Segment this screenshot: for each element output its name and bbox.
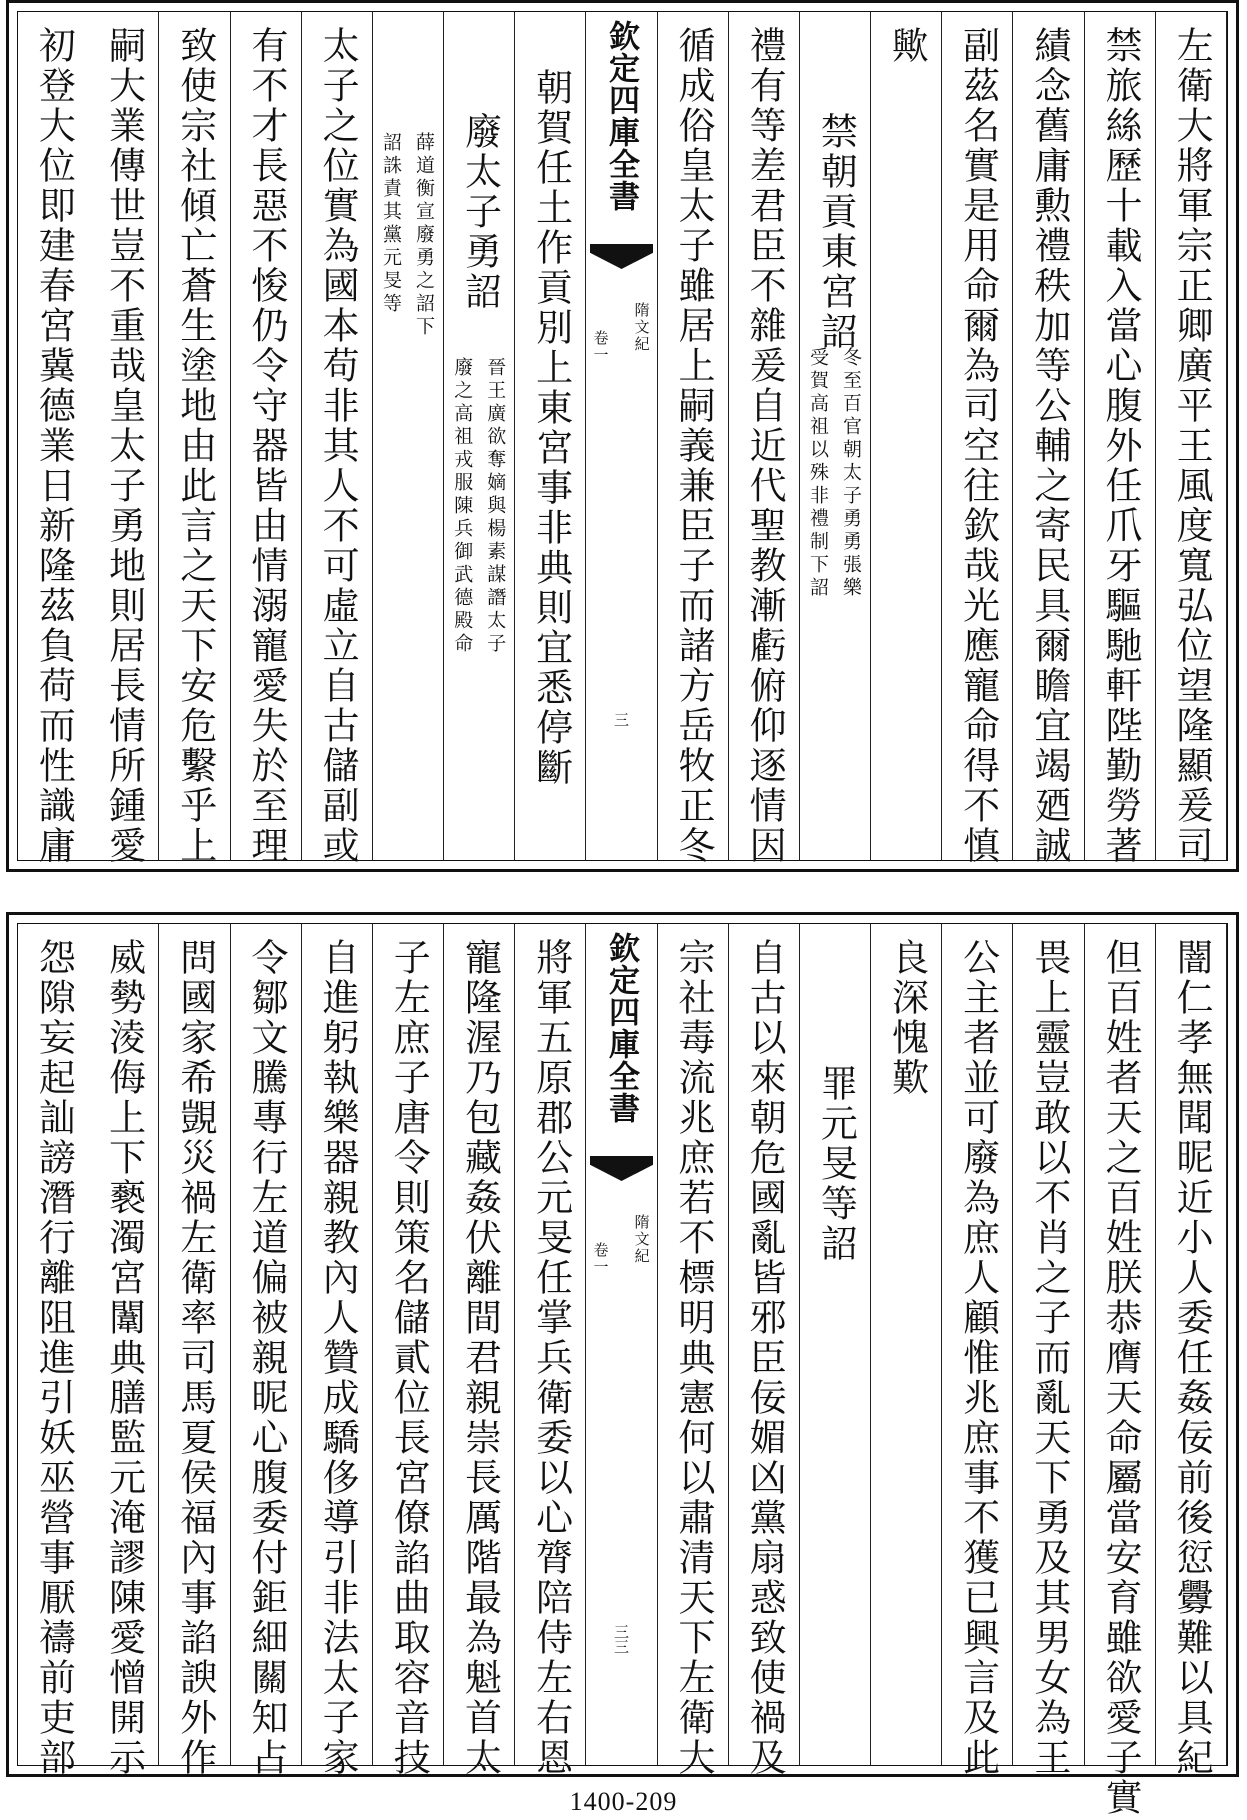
- text-line: 副茲名實是用命爾為司空往欽哉光應寵命得不慎: [956, 26, 1000, 866]
- text-line: 有不才長惡不悛仍令守器皆由情溺寵愛失於至理: [244, 26, 288, 866]
- section-name: 隋文紀: [632, 302, 651, 353]
- text-column: [302, 924, 373, 1778]
- text-column: [231, 924, 302, 1778]
- text-column: [871, 924, 942, 1765]
- edict-title: 罪元旻等詔: [814, 1064, 858, 1264]
- text-line: 禁旅絲歷十載入當心腹外任爪牙驅馳軒陛勤勞著: [1099, 26, 1143, 866]
- text-column: [231, 12, 302, 866]
- volume-label: 卷一: [591, 330, 610, 364]
- folio-number: 三三: [612, 1624, 631, 1654]
- text-column: [515, 12, 586, 860]
- fishtail-bar: [590, 244, 652, 253]
- page-number: 1400-209: [569, 1787, 678, 1816]
- book-title: 欽定四庫全書: [603, 932, 640, 1124]
- text-line: 績念舊庸勲禮秩加等公輔之寄民具爾瞻宜竭廼誠: [1027, 26, 1071, 866]
- text-line: 自古以來朝危國亂皆邪臣佞媚凶黨扇惑致使禍及: [743, 938, 787, 1778]
- text-column: [942, 924, 1013, 1778]
- text-line: 但百姓者天之百姓朕恭膺天命屬當安育雖欲愛子實: [1099, 938, 1143, 1818]
- fishtail-wing: [590, 253, 652, 269]
- text-line: 將軍五原郡公元旻任掌兵衛委以心膂陪侍左右恩: [529, 938, 573, 1778]
- text-column: [444, 924, 515, 1778]
- text-column: [302, 12, 373, 866]
- annotation-line: 受賀高祖以殊非禮制下詔: [807, 347, 830, 600]
- edict-title: 禁朝貢東宮詔: [814, 112, 858, 352]
- text-line: 太子之位實為國本苟非其人不可虛立自古儲副或: [316, 26, 360, 866]
- text-column: [18, 924, 88, 1778]
- text-line: 禮有等差君臣不雜爰自近代聖教漸虧俯仰逐情因: [743, 26, 787, 866]
- text-line: 朝賀任土作貢別上東宮事非典則宜悉停斷: [529, 68, 573, 788]
- text-column: [1156, 924, 1227, 1778]
- text-line: 問國家希覬災禍左衛率司馬夏侯福內事諂諛外作: [173, 938, 217, 1778]
- annotation-line: 廢之高祖戎服陳兵御武德殿命: [451, 357, 474, 656]
- text-line: 令鄒文騰專行左道偏被親昵心腹委付鉅細關知占: [244, 938, 288, 1778]
- text-line: 良深愧歎: [885, 938, 929, 1098]
- fishtail-mark: [590, 1156, 652, 1182]
- text-line: 宗社毒流兆庶若不標明典憲何以肅清天下左衛大: [671, 938, 715, 1778]
- annotation-line: 詔誅責其黨元旻等: [380, 132, 403, 316]
- text-column: [800, 924, 871, 1765]
- text-column: [871, 12, 942, 860]
- text-line: 公主者並可廢為庶人顧惟兆庶事不獲已興言及此: [956, 938, 1000, 1778]
- text-column: [1085, 12, 1156, 866]
- text-column: [942, 12, 1013, 866]
- volume-label: 卷一: [591, 1242, 610, 1276]
- text-column: [18, 12, 88, 866]
- section-name: 隋文紀: [632, 1214, 651, 1265]
- text-column: [373, 924, 444, 1778]
- text-column: [658, 924, 729, 1778]
- text-column: [1085, 924, 1156, 1818]
- text-line: 闇仁孝無聞昵近小人委任姦佞前後愆釁難以具紀: [1170, 938, 1214, 1778]
- page-top: [6, 0, 1239, 872]
- text-line: 致使宗社傾亡蒼生塗地由此言之天下安危繫乎上: [173, 26, 217, 866]
- text-column: [88, 12, 159, 866]
- annotation: [805, 347, 865, 600]
- text-line: 自進躬執樂器親教內人贊成驕侈導引非法太子家: [316, 938, 360, 1778]
- center-fold: [586, 12, 657, 860]
- text-line: 嗣大業傳世豈不重哉皇太子勇地則居長情所鍾愛: [102, 26, 146, 866]
- text-line: 怨隙妄起訕謗潛行離阻進引妖巫營事厭禱前吏部: [32, 938, 76, 1778]
- text-column: [88, 924, 159, 1778]
- text-column: [1156, 12, 1227, 866]
- fishtail-mark: [590, 244, 652, 270]
- center-fold: [586, 924, 657, 1765]
- text-column: [1013, 12, 1084, 866]
- annotation-line: 晉王廣欲奪嫡與楊素謀譖太子: [484, 357, 507, 656]
- text-column: [729, 12, 800, 866]
- annotation: [449, 357, 509, 656]
- book-title: 欽定四庫全書: [603, 20, 640, 212]
- text-column: [800, 12, 871, 860]
- text-line: 寵隆渥乃包藏姦伏離間君親崇長厲階最為魁首太: [458, 938, 502, 1778]
- text-line: 畏上靈豈敢以不肖之子而亂天下勇及其男女為王: [1027, 938, 1071, 1778]
- text-line: 左衛大將軍宗正卿廣平王風度寬弘位望隆顯爰司: [1170, 26, 1214, 866]
- text-line: 歟: [885, 26, 929, 66]
- text-line: 威勢淩侮上下褻濁宮闈典膳監元淹謬陳愛憎開示: [102, 938, 146, 1778]
- annotation: [378, 132, 438, 339]
- annotation-line: 薛道衡宣廢勇之詔下: [413, 132, 436, 339]
- fishtail-bar: [590, 1156, 652, 1165]
- text-line: 初登大位即建春宮冀德業日新隆茲負荷而性識庸: [32, 26, 76, 866]
- text-column: [373, 12, 444, 860]
- edict-title: 廢太子勇詔: [458, 112, 502, 312]
- text-column: [444, 12, 515, 860]
- text-line: 子左庶子唐令則策名儲貳位長宮僚諂曲取容音技: [387, 938, 431, 1778]
- folio-number: 三: [612, 712, 631, 727]
- text-column: [1013, 924, 1084, 1778]
- text-column: [515, 924, 586, 1778]
- text-column: [159, 12, 230, 866]
- text-column: [159, 924, 230, 1778]
- text-column: [729, 924, 800, 1778]
- annotation-line: 冬至百官朝太子勇勇張樂: [840, 347, 863, 600]
- text-column: [658, 12, 729, 866]
- fishtail-wing: [590, 1165, 652, 1181]
- text-line: 循成俗皇太子雖居上嗣義兼臣子而諸方岳牧正冬: [671, 26, 715, 866]
